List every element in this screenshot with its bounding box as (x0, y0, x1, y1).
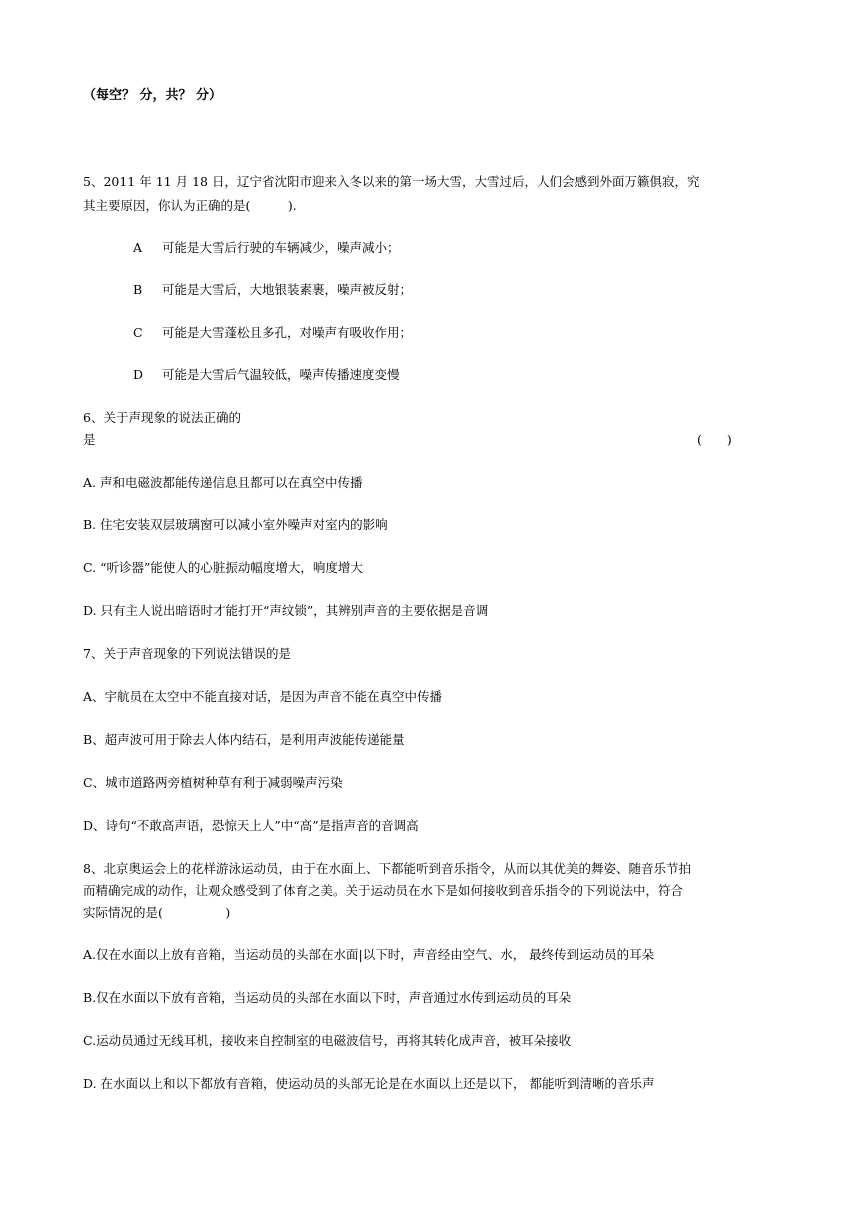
q5-option-b-letter: B (133, 282, 143, 297)
q5-option-d-letter: D (133, 367, 144, 382)
q7-option-a: A、宇航员在太空中不能直接对话，是因为声音不能在真空中传播 (83, 689, 443, 704)
q5-stem-line2: 其主要原因，你认为正确的是( ). (83, 198, 297, 213)
q8-stem-line2: 而精确完成的动作，让观众感受到了体育之美。关于运动员在水下是如何接收到音乐指令的下列说法中，符合 (83, 883, 684, 898)
q5-stem-line1: 5、2011 年 11 月 18 日，辽宁省沈阳市迎来入冬以来的第一场大雪，大雪过后，人们会感到外面万籁俱寂，究 (83, 174, 700, 189)
q5-option-a-text: 可能是大雪后行驶的车辆减少，噪声减小； (162, 240, 400, 255)
q5-option-c-letter: C (133, 325, 143, 340)
q8-stem-line1: 8、北京奥运会上的花样游泳运动员，由于在水面上、下都能听到音乐指令，从而以其优美的舞姿、随音乐节拍 (83, 861, 691, 876)
q7-option-b: B、超声波可用于除去人体内结石，是利用声波能传递能量 (83, 732, 405, 747)
score-header: （每空？ 分，共？ 分） (83, 88, 223, 103)
q8-option-b: B.仅在水面以下放有音箱，当运动员的头部在水面以下时，声音通过水传到运动员的耳朵 (83, 990, 572, 1005)
q6-option-c: C. “听诊器”能使人的心脏振动幅度增大，响度增大 (83, 560, 363, 575)
q8-option-a: A.仅在水面以上放有音箱，当运动员的头部在水面|以下时，声音经由空气、水， 最终传到运动员的耳朵 (83, 947, 655, 962)
q8-stem-line3: 实际情况的是( ) (83, 905, 231, 920)
q6-option-b: B. 住宅安装双层玻璃窗可以减小室外噪声对室内的影响 (83, 517, 388, 532)
q5-option-d-text: 可能是大雪后气温较低，噪声传播速度变慢 (162, 367, 400, 382)
q6-answer-paren: ( ) (697, 432, 732, 447)
q6-option-a: A. 声和电磁波都能传递信息且都可以在真空中传播 (83, 475, 363, 490)
q5-option-b-text: 可能是大雪后，大地银装素裹，噪声被反射； (162, 282, 413, 297)
q8-option-d: D. 在水面以上和以下都放有音箱，使运动员的头部无论是在水面以上还是以下， 都能听到清晰的音乐声 (83, 1076, 655, 1091)
q7-option-d: D、诗句“不敢高声语，恐惊天上人”中“高”是指声音的音调高 (83, 818, 419, 833)
q6-stem-line2: 是 (83, 432, 96, 447)
q7-stem: 7、关于声音现象的下列说法错误的是 (83, 646, 291, 661)
q8-option-c: C.运动员通过无线耳机，接收来自控制室的电磁波信号，再将其转化成声音，被耳朵接收 (83, 1033, 572, 1048)
q6-option-d: D. 只有主人说出暗语时才能打开“声纹锁”，其辨别声音的主要依据是音调 (83, 603, 489, 618)
q6-stem-line1: 6、关于声现象的说法正确的 (83, 410, 241, 425)
q7-option-c: C、城市道路两旁植树种草有利于减弱噪声污染 (83, 775, 343, 790)
q5-option-a-letter: A (133, 240, 143, 255)
q5-option-c-text: 可能是大雪蓬松且多孔，对噪声有吸收作用； (162, 325, 413, 340)
